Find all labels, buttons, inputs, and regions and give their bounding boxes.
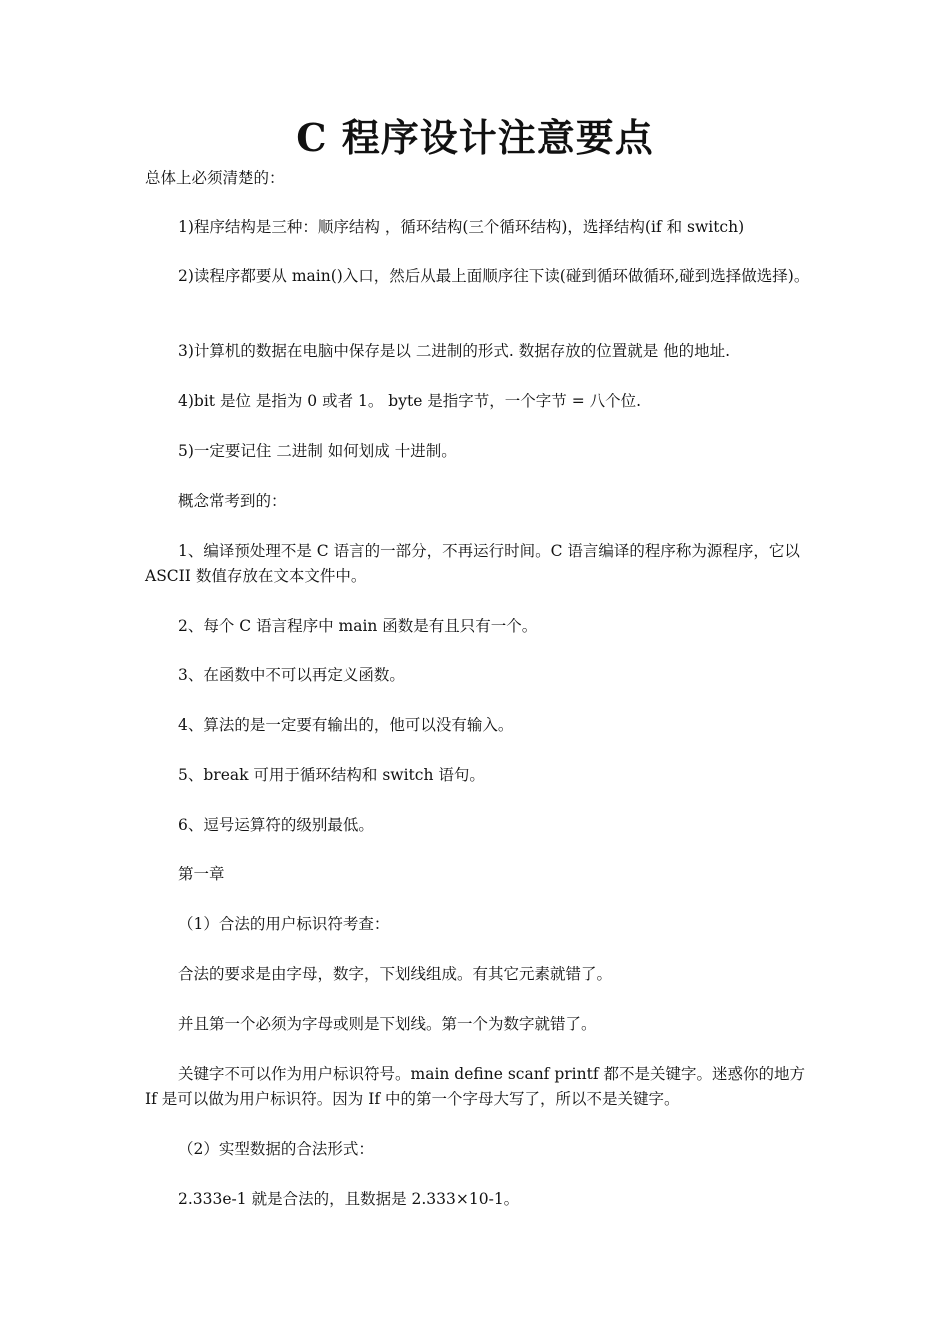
point-3-binary-storage: 3)计算机的数据在电脑中保存是以 二进制的形式. 数据存放的位置就是 他的地址.	[178, 342, 731, 360]
concept-5-break: 5、break 可用于循环结构和 switch 语句。	[178, 766, 485, 784]
intro-heading: 总体上必须清楚的：	[145, 169, 285, 187]
concept-3-nested-functions: 3、在函数中不可以再定义函数。	[178, 666, 405, 684]
section-2-real-data: （2）实型数据的合法形式：	[178, 1140, 374, 1158]
concept-4-algorithm-output: 4、算法的是一定要有输出的，他可以没有输入。	[178, 716, 514, 734]
concepts-heading: 概念常考到的：	[178, 492, 287, 510]
concept-1-preprocessing: 1、编译预处理不是 C 语言的一部分，不再运行时间。C 语言编译的程序称为源程序，它以 ASCII 数值存放在文本文件中。	[145, 542, 800, 585]
identifier-rule-keywords: 关键字不可以作为用户标识符号。main define scanf printf 都不是关键字。迷惑你的地方 If 是可以做为用户标识符。因为 If 中的第一个字母大写了，所以不是关键字。	[145, 1065, 806, 1108]
point-1-program-structure: 1)程序结构是三种：顺序结构 ，循环结构(三个循环结构)，选择结构(if 和 switch)	[178, 218, 745, 236]
point-4-bit-byte: 4)bit 是位 是指为 0 或者 1。 byte 是指字节，一个字节 = 八个位.	[178, 392, 642, 410]
chapter-1-heading: 第一章	[178, 865, 225, 883]
document-title: C 程序设计注意要点	[296, 115, 654, 160]
concept-2-main-function: 2、每个 C 语言程序中 main 函数是有且只有一个。	[178, 617, 538, 635]
section-1-identifiers: （1）合法的用户标识符考查：	[178, 915, 390, 933]
point-2-read-program: 2)读程序都要从 main()入口，然后从最上面顺序往下读(碰到循环做循环,碰到选择做选择)。	[178, 267, 810, 285]
concept-6-comma-operator: 6、逗号运算符的级别最低。	[178, 816, 374, 834]
point-5-binary-decimal: 5)一定要记住 二进制 如何划成 十进制。	[178, 442, 457, 460]
identifier-rule-characters: 合法的要求是由字母，数字，下划线组成。有其它元素就错了。	[178, 965, 613, 983]
identifier-rule-first-char: 并且第一个必须为字母或则是下划线。第一个为数字就错了。	[178, 1015, 597, 1033]
real-data-example: 2.333e-1 就是合法的，且数据是 2.333×10-1。	[178, 1190, 520, 1208]
